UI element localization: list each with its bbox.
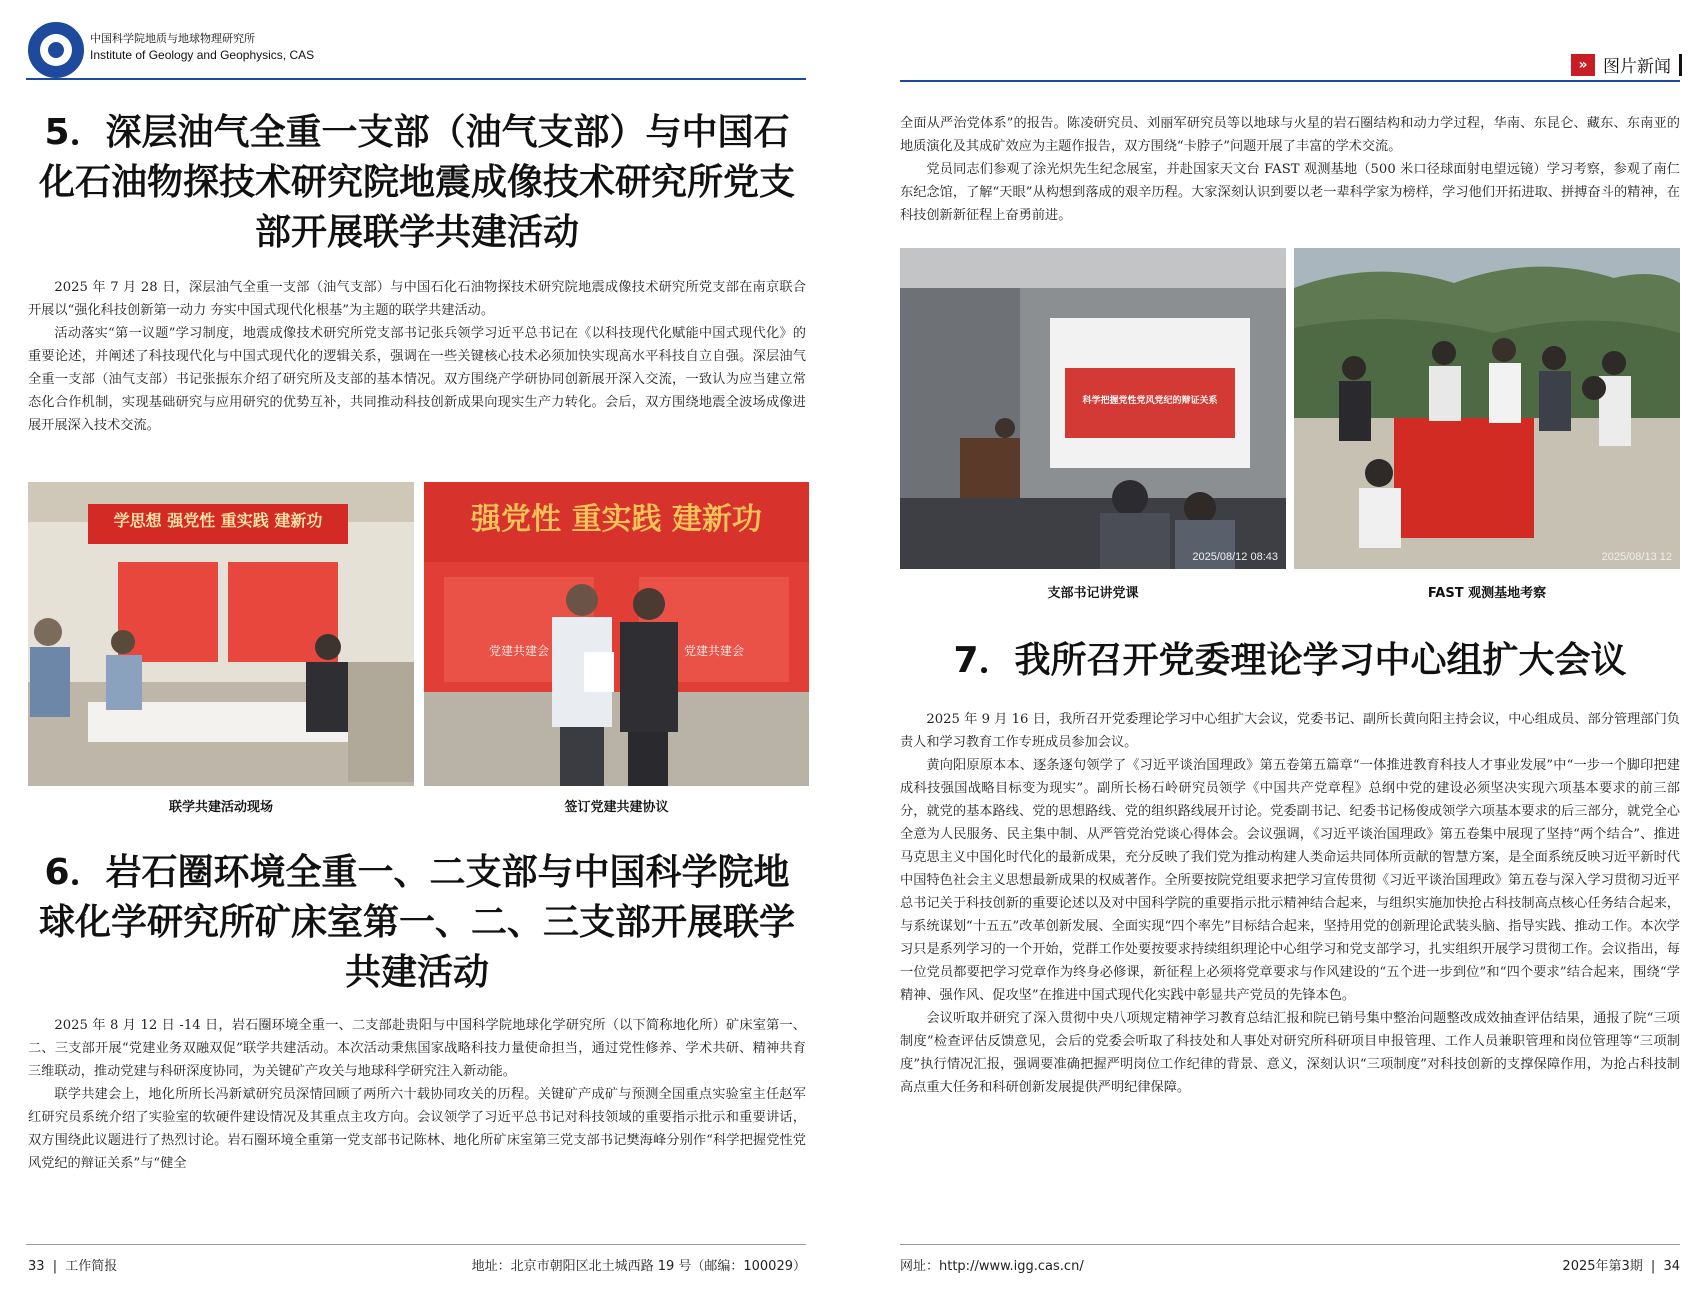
tag-bar bbox=[1679, 54, 1682, 76]
right-page bbox=[880, 0, 1700, 1289]
article5-paragraph: 活动落实“第一议题”学习制度，地震成像技术研究所党支部书记张兵领学习近平总书记在《以科技现代化赋能中国式现代化》的重要论述，并阐述了科技现代化与中国式现代化的逻辑关系，强调在一些关键核心技术必须加快实现高水平科技自立自强。深层油气全重一支部（油气支部）书记张振东介绍了研究所及支部的基本情况。双方围绕产学研协同创新展开深入交流，一致认为应当建立常态化合作机制，实现基础研究与应用研究的优势互补，共同推动科技创新成果向现实生产力转化。会后，双方围绕地震全波场成像进展开展深入技术交流。 bbox=[28, 326, 806, 433]
photo-caption: 签订党建共建协议 bbox=[564, 800, 669, 815]
article6-paragraph: 2025 年 8 月 12 日 -14 日，岩石圈环境全重一、二支部赴贵阳与中国科学院地球化学研究所（以下简称地化所）矿床室第一、二、三支部开展“党建业务双融双促”联学共建活动。本次活动秉焦国家战略科技力量使命担当，通过党性修养、学术共研、精神共育三维联动，推动党建与科研深度协同，为关键矿产攻关与地球科学研究注入新动能。 bbox=[28, 1018, 806, 1079]
double-chevron-icon: » bbox=[1571, 54, 1595, 76]
article6-title: 6．岩石圈环境全重一、二支部与中国科学院地球化学研究所矿床室第一、二、三支部开展联学共建活动 bbox=[38, 852, 795, 993]
issue-label: 2025年第3期 bbox=[1562, 1259, 1643, 1274]
fast-illustration bbox=[1294, 248, 1680, 569]
footer-right: 2025年第3期 | 34 bbox=[1562, 1259, 1680, 1274]
banner-text: 学思想 强党性 重实践 建新功 bbox=[113, 511, 323, 530]
institute-name-cn: 中国科学院地质与地球物理研究所 bbox=[90, 32, 255, 45]
footer-address: 地址：北京市朝阳区北土城西路 19 号（邮编：100029） bbox=[471, 1259, 806, 1274]
article7-body bbox=[900, 708, 1680, 1099]
article7-paragraph: 黄向阳原原本本、逐条逐句领学了《习近平谈治国理政》第五卷第五篇章“一体推进教育科技人才事业发展”中“一步一个脚印把建成科技强国战略目标变为现实”。副所长杨石岭研究员领学《中国共产党章程》总纲中党的建设必须坚决实现六项基本要求的前三部分，就党的基本路线、党的思想路线、党的组织路线展开讨论。党委副书记、纪委书记杨俊成领学六项基本要求的后三部分，就党全心全意为人民服务、民主集中制、从严管党治党谈心得体会。会议强调，《习近平谈治国理政》第五卷集中展现了坚持“两个结合”、推进马克思主义中国化时代化的最新成果，充分反映了我们党为推动构建人类命运共同体所贡献的智慧方案，是全面系统反映习近平新时代中国特色社会主义思想最新成果的权威著作。全所要按院党组要求把学习宣传贯彻《习近平谈治国理政》第五卷与深入学习贯彻习近平总书记关于科技创新的重要论述以及对中国科学院的重要指示批示精神结合起来，与组织实施加快抢占科技制高点核心任务结合起来，与系统谋划“十五五”改革创新发展、全面实现“四个率先”目标结合起来，坚持用党的创新理论武装头脑、指导实践、推动工作。本次学习只是系列学习的一个开始，党群工作处要按要求持续组织理论中心组学习和党支部学习，扎实组织开展学习贯彻工作。会议指出，每一位党员都要把学习党章作为终身必修课，新征程上必须将党章要求与作风建设的“五个进一步到位”和“四个要求”结合起来，围绕“学精神、强作风、促攻坚”在推进中国式现代化实践中彰显共产党员的先锋本色。 bbox=[900, 758, 1680, 1003]
page-number: 33 bbox=[28, 1259, 45, 1274]
screen-text: 科学把握党性党风党纪的辩证关系 bbox=[1082, 396, 1218, 406]
article5-body bbox=[28, 276, 806, 437]
photo-caption: FAST 观测基地考察 bbox=[1427, 586, 1547, 601]
header-rule bbox=[900, 80, 1680, 82]
continued-paragraph: 党员同志们参观了涂光炽先生纪念展室，并赴国家天文台 FAST 观测基地（500 米口径球面射电望远镜）学习考察，参观了南仁东纪念馆，了解“天眼”从构想到落成的艰辛历程。大家深刻认识到要以老一辈科学家为榜样，学习他们开拓进取、拼搏奋斗的精神，在科技创新新征程上奋勇前进。 bbox=[900, 162, 1680, 223]
article7-paragraph: 会议听取并研究了深入贯彻中央八项规定精神学习教育总结汇报和院已销号集中整治问题整改成效抽查评估结果，通报了院“三项制度”检查评估反馈意见，会后的党委会听取了科技处和人事处对研究所科研项目申报管理、工作人员兼职管理和岗位管理等“三项制度”执行情况汇报，强调要准确把握严明岗位工作纪律的背景、意义，深刻认识“三项制度”对科技创新的支撑保障作用，为抢占科技制高点重大任务和科研创新发展提供严明纪律保障。 bbox=[900, 1011, 1680, 1095]
article5-paragraph: 2025 年 7 月 28 日，深层油气全重一支部（油气支部）与中国石化石油物探技术研究院地震成像技术研究所党支部在南京联合开展以“强化科技创新第一动力 夯实中国式现代化根基”为主题的联学共建活动。 bbox=[28, 280, 806, 318]
left-page bbox=[0, 0, 840, 1289]
footer-left: 33 | 工作简报 bbox=[28, 1259, 118, 1274]
photo-party-lecture bbox=[900, 248, 1286, 569]
screen-text: 党建共建会 bbox=[488, 644, 549, 658]
photo-signing-agreement bbox=[424, 482, 809, 786]
photo-fast-visit bbox=[1294, 248, 1680, 569]
continued-paragraph: 全面从严治党体系”的报告。陈凌研究员、刘丽军研究员等以地球与火星的岩石圈结构和动力学过程，华南、东昆仑、藏东、东南亚的地质演化及其成矿效应为主题作报告，双方围绕“卡脖子”问题开展了丰富的学术交流。 bbox=[900, 116, 1680, 154]
photo-timestamp: 2025/08/12 08:43 bbox=[1192, 551, 1278, 563]
publication-name: 工作简报 bbox=[65, 1259, 118, 1274]
footer-rule bbox=[900, 1244, 1680, 1245]
institute-name-en: Institute of Geology and Geophysics, CAS bbox=[90, 48, 315, 62]
article6-body bbox=[28, 1014, 806, 1175]
footer-rule bbox=[26, 1244, 806, 1245]
screen-text: 党建共建会 bbox=[683, 644, 744, 658]
photo-caption: 联学共建活动现场 bbox=[168, 800, 273, 815]
photo-timestamp: 2025/08/13 12 bbox=[1601, 551, 1672, 563]
institute-logo bbox=[28, 22, 84, 78]
section-label: 图片新闻 bbox=[1603, 57, 1671, 77]
article6-paragraph: 联学共建会上，地化所所长冯新斌研究员深情回顾了两所六十载协同攻关的历程。关键矿产成矿与预测全国重点实验室主任赵军红研究员系统介绍了实验室的软硬件建设情况及其重点主攻方向。会议领学了习近平总书记对科技领域的重要指示批示和重要讲话，双方围绕此议题进行了热烈讨论。岩石圈环境全重第一党支部书记陈林、地化所矿床室第三党支部书记樊海峰分别作“科学把握党性党风党纪的辩证关系”与“健全 bbox=[28, 1087, 806, 1171]
article5-title: 5．深层油气全重一支部（油气支部）与中国石化石油物探技术研究院地震成像技术研究所党支部开展联学共建活动 bbox=[38, 112, 795, 253]
section-tag bbox=[1571, 52, 1682, 77]
banner-text: 强党性 重实践 建新功 bbox=[471, 502, 762, 537]
photo-caption: 支部书记讲党课 bbox=[1047, 586, 1139, 601]
header-rule bbox=[26, 78, 806, 80]
article7-paragraph: 2025 年 9 月 16 日，我所召开党委理论学习中心组扩大会议，党委书记、副所长黄向阳主持会议，中心组成员、部分管理部门负责人和学习教育工作专班成员参加会议。 bbox=[900, 712, 1680, 750]
page-number: 34 bbox=[1663, 1259, 1680, 1274]
footer-website: 网址：http://www.igg.cas.cn/ bbox=[900, 1259, 1084, 1274]
lecture-illustration bbox=[900, 248, 1286, 569]
continued-body bbox=[900, 112, 1680, 227]
photo-joint-activity bbox=[28, 482, 414, 786]
article7-title: 7．我所召开党委理论学习中心组扩大会议 bbox=[953, 640, 1627, 681]
